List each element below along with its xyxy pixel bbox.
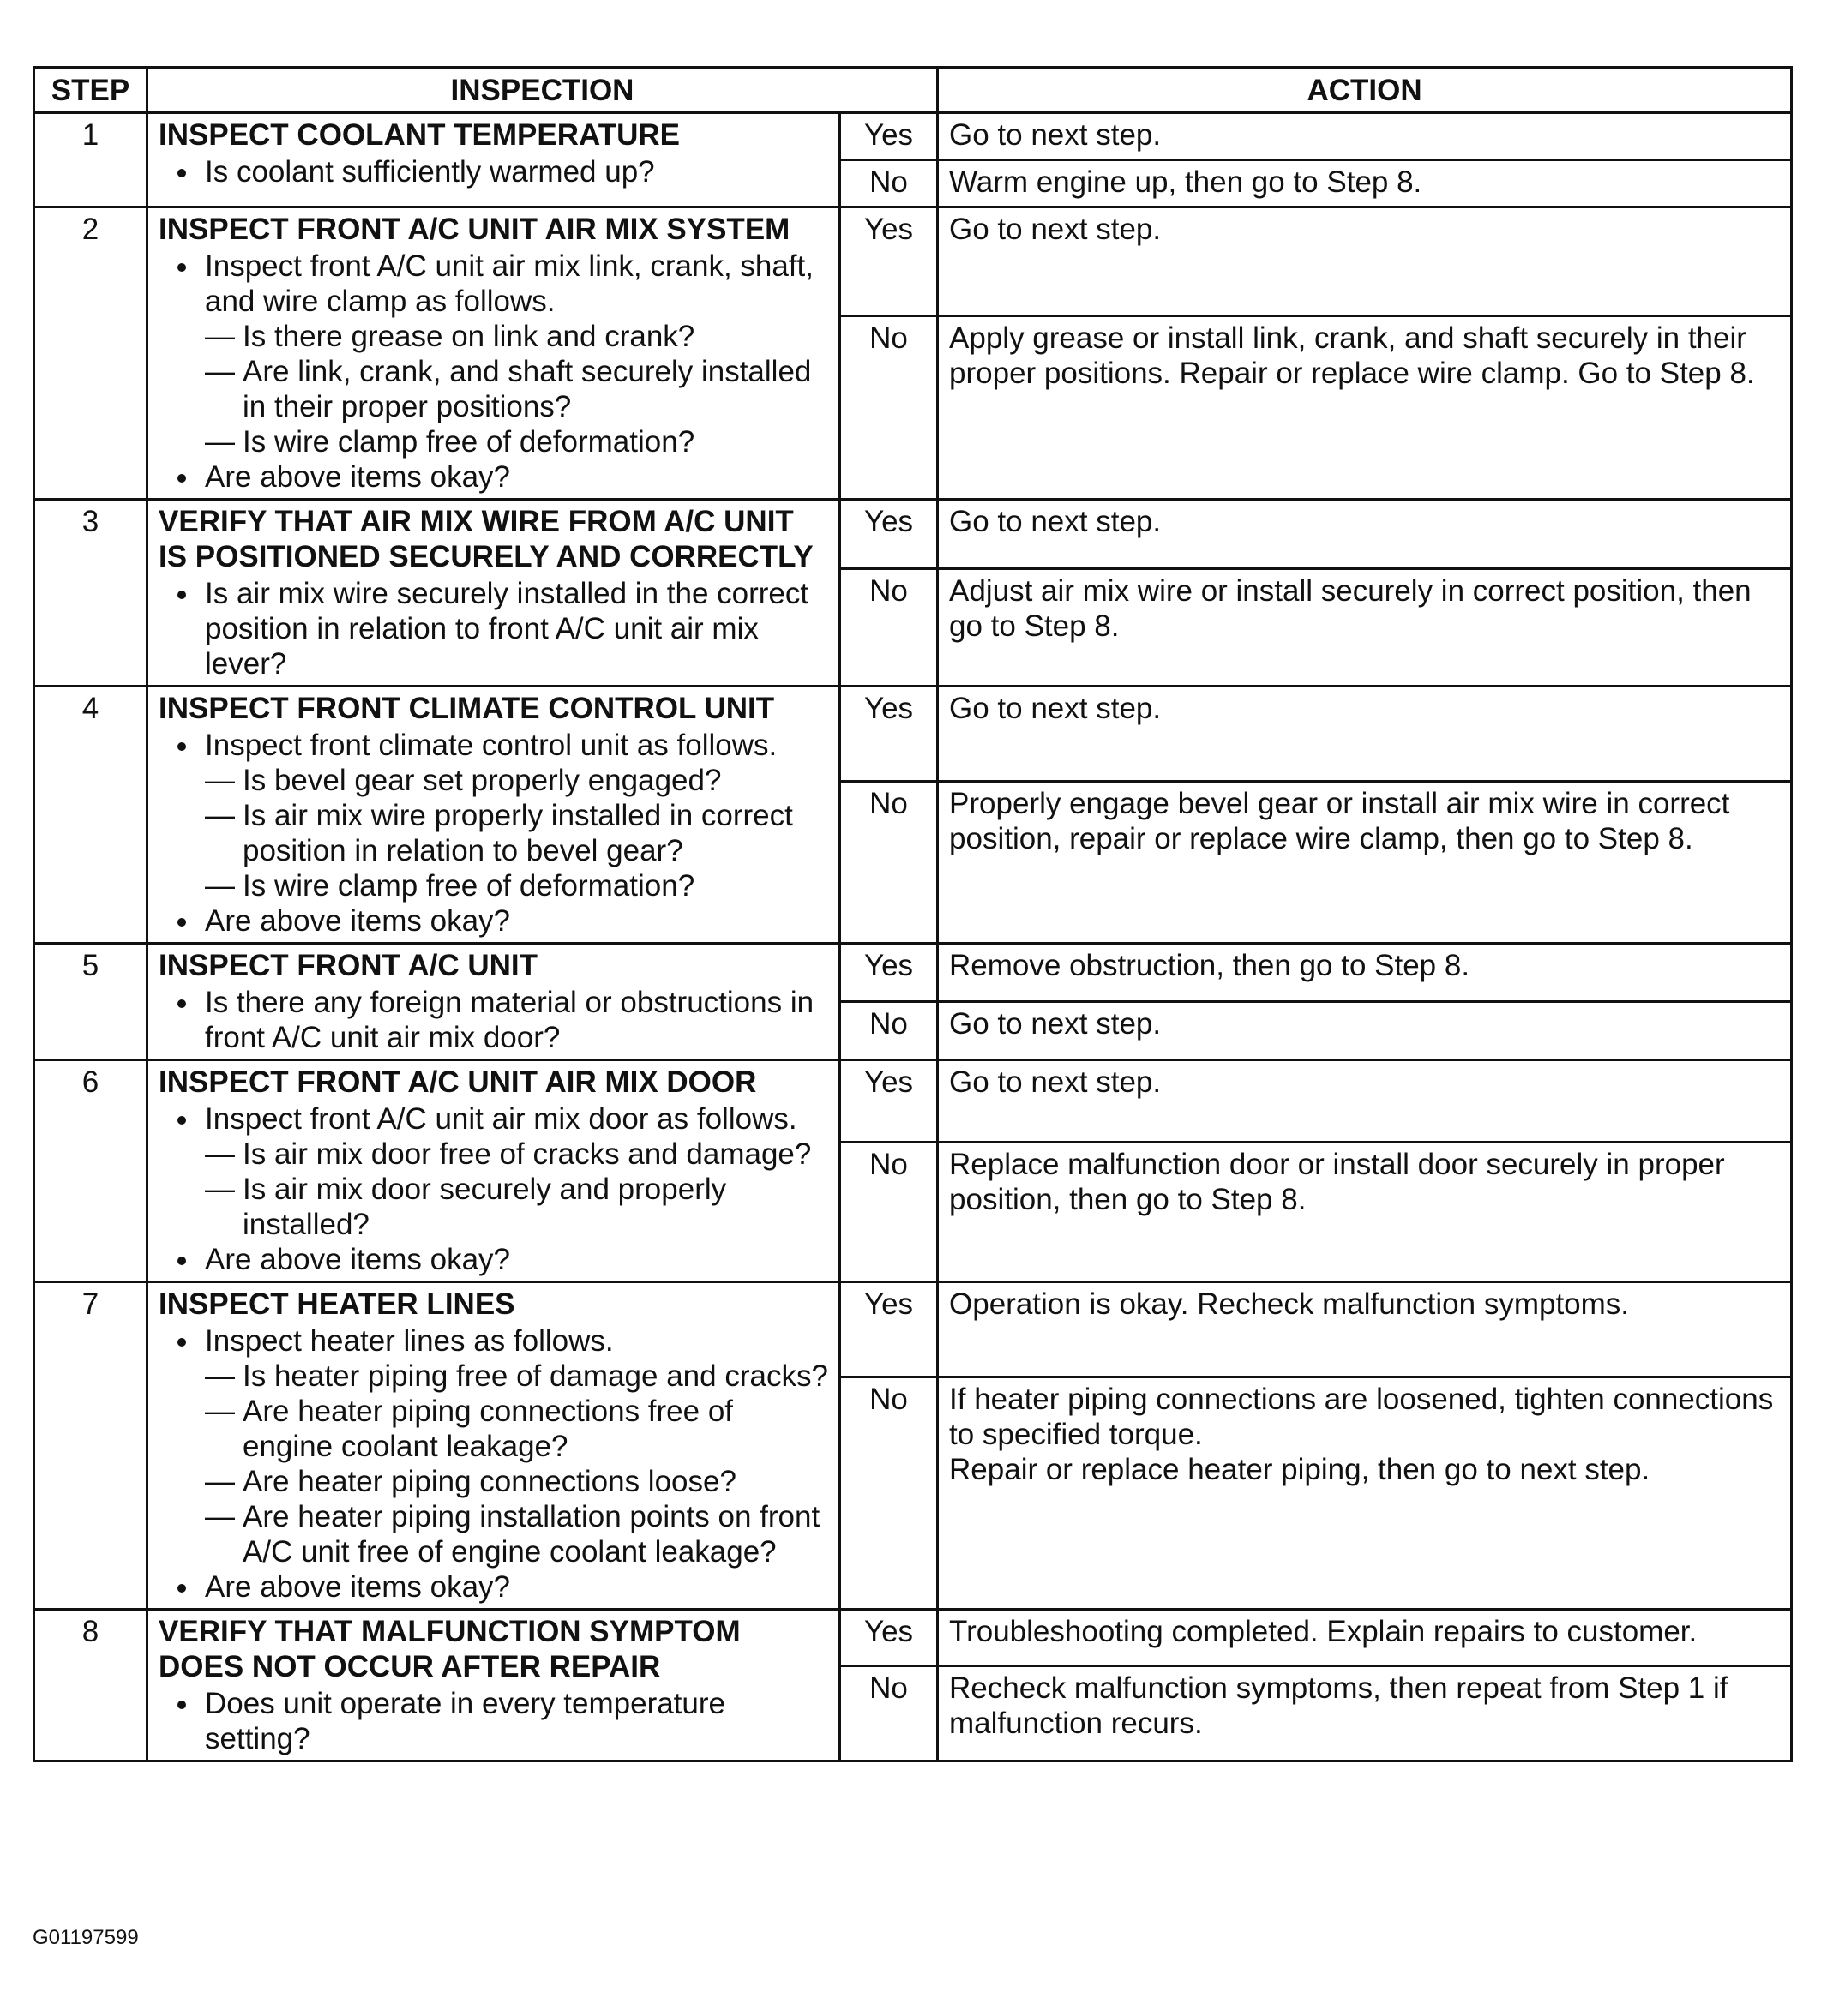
step-title: INSPECT HEATER LINES: [159, 1287, 515, 1321]
no-label: No: [840, 1002, 938, 1060]
check-item-text: Inspect front climate control unit as follows.: [205, 729, 778, 762]
yes-action: [938, 113, 1792, 160]
dash-marker: —: [205, 1137, 235, 1171]
sub-check-item: [205, 798, 828, 868]
check-item-text: Are above items okay?: [205, 460, 511, 494]
check-item: [159, 249, 828, 459]
sub-check-item-text: Is air mix wire properly installed in correct position in relation to bevel gear?: [243, 799, 793, 867]
no-action: [938, 1143, 1792, 1282]
no-label: No: [840, 1143, 938, 1282]
inspection-cell: [147, 1610, 840, 1761]
step-number: 1: [34, 113, 147, 207]
check-item-text: Does unit operate in every temperature setting?: [205, 1687, 725, 1755]
step-title: INSPECT FRONT CLIMATE CONTROL UNIT: [159, 692, 775, 725]
sub-check-item: [205, 763, 828, 798]
check-list: [159, 728, 828, 939]
sub-check-item-text: Are heater piping connections free of engine coolant leakage?: [243, 1395, 734, 1463]
step-number: 5: [34, 944, 147, 1060]
step-row-yes: [34, 1282, 1792, 1377]
yes-label: Yes: [840, 944, 938, 1002]
yes-action: [938, 1610, 1792, 1666]
step-number: 7: [34, 1282, 147, 1610]
sub-check-item: [205, 319, 828, 354]
yes-action: [938, 207, 1792, 316]
sub-check-item-text: Are heater piping connections loose?: [243, 1465, 736, 1498]
action-text: Apply grease or install link, crank, and shaft securely in their proper positions. Repair or replace wire clamp. Go to Step 8.: [949, 321, 1755, 390]
yes-action: [938, 1060, 1792, 1143]
step-number: 8: [34, 1610, 147, 1761]
inspection-cell: [147, 944, 840, 1060]
yes-action: [938, 500, 1792, 569]
check-item: [159, 1323, 828, 1569]
check-list: [159, 1323, 828, 1605]
step-row-yes: [34, 1610, 1792, 1666]
check-list: [159, 576, 828, 681]
action-text: Recheck malfunction symptoms, then repeat from Step 1 if malfunction recurs.: [949, 1671, 1728, 1740]
yes-label: Yes: [840, 113, 938, 160]
action-text: Go to next step.: [949, 213, 1162, 246]
step-row-yes: [34, 500, 1792, 569]
action-text: Properly engage bevel gear or install air mix wire in correct position, repair or replace wire clamp, then go to Step 8.: [949, 787, 1730, 856]
check-item: [159, 1569, 828, 1605]
no-label: No: [840, 1377, 938, 1610]
header-step: STEP: [34, 68, 147, 113]
sub-check-item-text: Are heater piping installation points on front A/C unit free of engine coolant leakage?: [243, 1500, 820, 1569]
yes-action: [938, 1282, 1792, 1377]
step-title: VERIFY THAT MALFUNCTION SYMPTOM DOES NOT OCCUR AFTER REPAIR: [159, 1615, 741, 1683]
sub-check-list: [205, 1137, 828, 1242]
check-item-text: Are above items okay?: [205, 1243, 511, 1276]
step-number: 6: [34, 1060, 147, 1282]
check-item: [159, 576, 828, 681]
sub-check-item-text: Is wire clamp free of deformation?: [243, 869, 695, 903]
action-text: Replace malfunction door or install door securely in proper position, then go to Step 8.: [949, 1148, 1725, 1217]
step-row-yes: [34, 687, 1792, 782]
dash-marker: —: [205, 1465, 235, 1498]
check-item: [159, 728, 828, 903]
action-text: Go to next step.: [949, 505, 1162, 538]
sub-check-list: [205, 1359, 828, 1569]
action-text: Troubleshooting completed. Explain repairs to customer.: [949, 1615, 1698, 1648]
check-list: [159, 154, 828, 189]
sub-check-item: [205, 1499, 828, 1569]
yes-label: Yes: [840, 1060, 938, 1143]
action-text: Repair or replace heater piping, then go to next step.: [949, 1453, 1650, 1487]
step-row-yes: [34, 113, 1792, 160]
yes-label: Yes: [840, 687, 938, 782]
check-list: [159, 249, 828, 495]
check-item-text: Inspect front A/C unit air mix door as follows.: [205, 1102, 797, 1136]
step-number: 4: [34, 687, 147, 944]
check-item-text: Inspect heater lines as follows.: [205, 1324, 614, 1358]
no-label: No: [840, 1665, 938, 1761]
check-item: [159, 459, 828, 495]
header-row: [34, 68, 1792, 113]
sub-check-item: [205, 868, 828, 903]
sub-check-item: [205, 354, 828, 424]
dash-marker: —: [205, 869, 235, 903]
diagnostic-procedure-table: [33, 66, 1793, 1762]
step-number: 2: [34, 207, 147, 500]
sub-check-item-text: Is heater piping free of damage and cracks?: [243, 1359, 828, 1393]
step-title: INSPECT FRONT A/C UNIT AIR MIX DOOR: [159, 1065, 757, 1099]
no-label: No: [840, 160, 938, 207]
sub-check-item: [205, 1359, 828, 1394]
check-item-text: Is there any foreign material or obstructions in front A/C unit air mix door?: [205, 986, 814, 1054]
action-text: Go to next step.: [949, 1007, 1162, 1041]
dash-marker: —: [205, 1395, 235, 1428]
yes-action: [938, 944, 1792, 1002]
check-item: [159, 154, 828, 189]
check-list: [159, 1686, 828, 1756]
step-row-yes: [34, 1060, 1792, 1143]
sub-check-item-text: Is there grease on link and crank?: [243, 320, 695, 353]
check-list: [159, 1101, 828, 1277]
step-row-yes: [34, 207, 1792, 316]
check-item: [159, 1242, 828, 1277]
sub-check-item-text: Is air mix door securely and properly installed?: [243, 1173, 727, 1241]
action-text: Warm engine up, then go to Step 8.: [949, 165, 1422, 199]
yes-label: Yes: [840, 1610, 938, 1666]
sub-check-list: [205, 763, 828, 903]
step-title: INSPECT FRONT A/C UNIT: [159, 949, 538, 982]
action-text: If heater piping connections are loosened, tighten connections to specified torque.: [949, 1383, 1774, 1452]
action-text: Go to next step.: [949, 692, 1162, 725]
yes-label: Yes: [840, 500, 938, 569]
no-action: [938, 315, 1792, 499]
check-item-text: Are above items okay?: [205, 1570, 511, 1604]
inspection-cell: [147, 687, 840, 944]
action-text: Remove obstruction, then go to Step 8.: [949, 949, 1470, 982]
check-item-text: Is coolant sufficiently warmed up?: [205, 155, 655, 189]
no-label: No: [840, 569, 938, 687]
no-action: [938, 782, 1792, 944]
dash-marker: —: [205, 764, 235, 797]
action-text: Operation is okay. Recheck malfunction symptoms.: [949, 1287, 1630, 1321]
no-action: [938, 160, 1792, 207]
action-text: Adjust air mix wire or install securely in correct position, then go to Step 8.: [949, 574, 1752, 643]
check-item-text: Inspect front A/C unit air mix link, crank, shaft, and wire clamp as follows.: [205, 249, 814, 318]
dash-marker: —: [205, 1359, 235, 1393]
sub-check-item-text: Is air mix door free of cracks and damage?: [243, 1137, 812, 1171]
inspection-cell: [147, 1282, 840, 1610]
sub-check-item-text: Are link, crank, and shaft securely installed in their proper positions?: [243, 355, 812, 423]
sub-check-item: [205, 1464, 828, 1499]
sub-check-item-text: Is bevel gear set properly engaged?: [243, 764, 722, 797]
yes-label: Yes: [840, 207, 938, 316]
sub-check-item: [205, 1172, 828, 1242]
inspection-cell: [147, 1060, 840, 1282]
sub-check-item: [205, 1137, 828, 1172]
dash-marker: —: [205, 355, 235, 388]
check-list: [159, 985, 828, 1055]
check-item: [159, 1101, 828, 1242]
no-label: No: [840, 315, 938, 499]
action-text: Go to next step.: [949, 1065, 1162, 1099]
inspection-cell: [147, 113, 840, 207]
step-title: INSPECT COOLANT TEMPERATURE: [159, 118, 680, 152]
dash-marker: —: [205, 1173, 235, 1206]
step-row-yes: [34, 944, 1792, 1002]
yes-action: [938, 687, 1792, 782]
table-body: [34, 113, 1792, 1761]
check-item-text: Is air mix wire securely installed in the correct position in relation to front A/C unit air mix lever?: [205, 577, 809, 681]
check-item-text: Are above items okay?: [205, 904, 511, 938]
sub-check-item: [205, 424, 828, 459]
action-text: Go to next step.: [949, 118, 1162, 152]
inspection-cell: [147, 500, 840, 687]
no-label: No: [840, 782, 938, 944]
step-title: INSPECT FRONT A/C UNIT AIR MIX SYSTEM: [159, 213, 790, 246]
step-title: VERIFY THAT AIR MIX WIRE FROM A/C UNIT IS POSITIONED SECURELY AND CORRECTLY: [159, 505, 814, 573]
check-item: [159, 903, 828, 939]
dash-marker: —: [205, 1500, 235, 1533]
dash-marker: —: [205, 799, 235, 832]
figure-code: G01197599: [33, 1926, 139, 1949]
step-number: 3: [34, 500, 147, 687]
sub-check-item: [205, 1394, 828, 1464]
no-action: [938, 569, 1792, 687]
yes-label: Yes: [840, 1282, 938, 1377]
inspection-cell: [147, 207, 840, 500]
check-item: [159, 1686, 828, 1756]
no-action: [938, 1377, 1792, 1610]
no-action: [938, 1002, 1792, 1060]
header-action: ACTION: [938, 68, 1792, 113]
dash-marker: —: [205, 425, 235, 459]
sub-check-item-text: Is wire clamp free of deformation?: [243, 425, 695, 459]
sub-check-list: [205, 319, 828, 459]
check-item: [159, 985, 828, 1055]
header-inspection: INSPECTION: [147, 68, 938, 113]
no-action: [938, 1665, 1792, 1761]
dash-marker: —: [205, 320, 235, 353]
